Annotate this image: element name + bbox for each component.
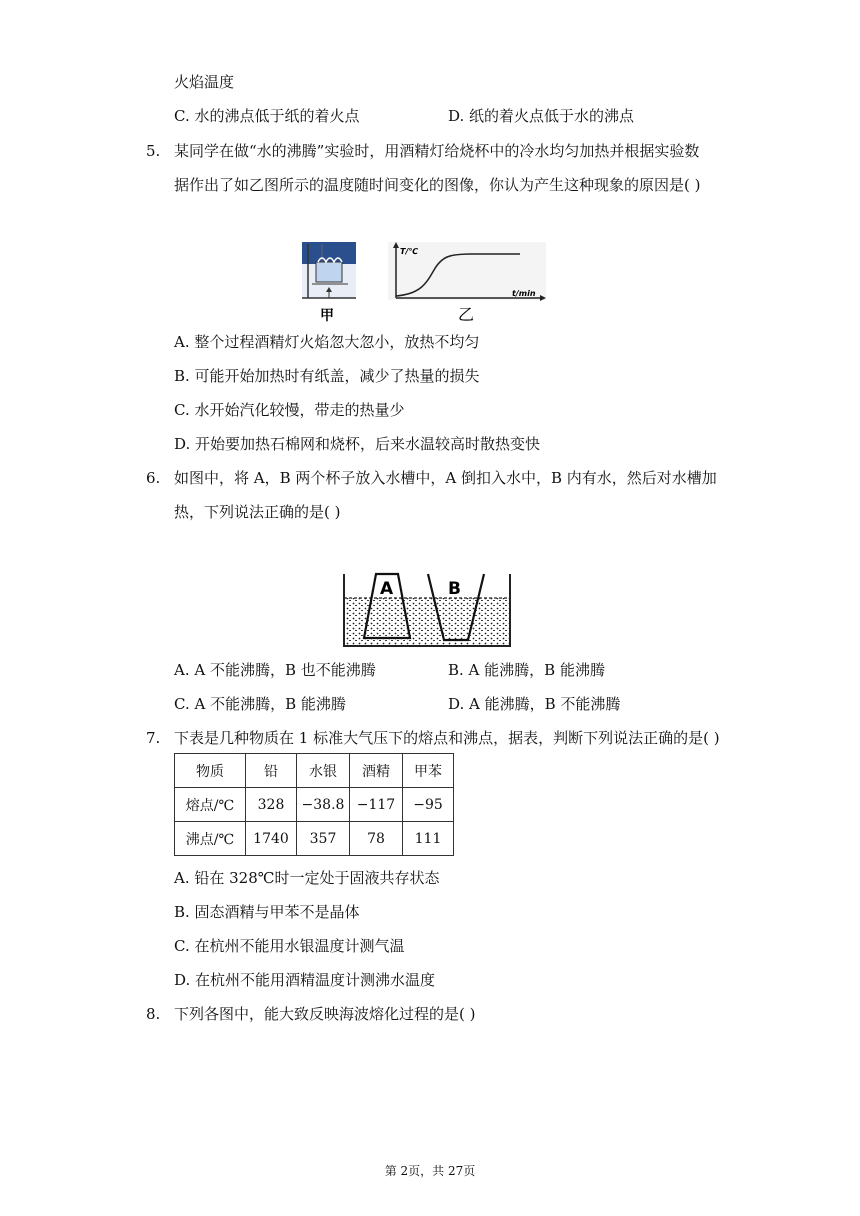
beaker-illustration xyxy=(302,242,356,298)
table-cell: 78 xyxy=(350,822,403,856)
q6-option-c: C. A 不能沸腾，B 能沸腾 xyxy=(174,695,346,713)
q4-option-d: D. 纸的着火点低于水的沸点 xyxy=(448,107,635,125)
q6-option-d: D. A 能沸腾，B 不能沸腾 xyxy=(448,695,621,713)
table-header-cell: 铅 xyxy=(246,754,297,788)
table-header-cell: 物质 xyxy=(175,754,246,788)
q6-water-tank-figure xyxy=(340,572,516,650)
table-cell: −38.8 xyxy=(297,788,350,822)
melting-boiling-table xyxy=(174,753,454,856)
q7-option-d: D. 在杭州不能用酒精温度计测沸水温度 xyxy=(174,971,436,989)
q8-text: 下列各图中，能大致反映海波熔化过程的是( ) xyxy=(174,1005,476,1023)
q5-option-a: A. 整个过程酒精灯火焰忽大忽小，放热不均匀 xyxy=(174,333,480,351)
q5-text-line2: 据作出了如乙图所示的温度随时间变化的图像，你认为产生这种现象的原因是( ) xyxy=(174,176,701,194)
graph-x-axis-label: t/min xyxy=(512,289,536,298)
table-cell: 328 xyxy=(246,788,297,822)
table-header-cell: 水银 xyxy=(297,754,350,788)
cup-a-label: A xyxy=(380,579,394,599)
figure-caption-jia: 甲 xyxy=(320,308,334,322)
table-header-row xyxy=(175,754,454,788)
q5-option-b: B. 可能开始加热时有纸盖，减少了热量的损失 xyxy=(174,367,480,385)
graph-y-axis-label: T/℃ xyxy=(400,247,419,256)
q4-option-c: C. 水的沸点低于纸的着火点 xyxy=(174,107,360,125)
figure-caption-yi: 乙 xyxy=(458,305,475,322)
table-row xyxy=(175,822,454,856)
table-cell: 1740 xyxy=(246,822,297,856)
q4-continuation: 火焰温度 xyxy=(174,73,235,91)
table-row xyxy=(175,788,454,822)
q6-text-line1: 如图中，将 A，B 两个杯子放入水槽中，A 倒扣入水中，B 内有水，然后对水槽加 xyxy=(174,469,717,487)
table-cell: 沸点/℃ xyxy=(175,822,246,856)
table-cell: 357 xyxy=(297,822,350,856)
q5-number: 5. xyxy=(146,142,161,160)
q7-option-a: A. 铅在 328℃时一定处于固液共存状态 xyxy=(174,869,440,887)
table-cell: 111 xyxy=(403,822,454,856)
q7-text: 下表是几种物质在 1 标准大气压下的熔点和沸点，据表，判断下列说法正确的是( ) xyxy=(174,729,720,747)
q7-option-c: C. 在杭州不能用水银温度计测气温 xyxy=(174,937,405,955)
q5-option-d: D. 开始要加热石棉网和烧杯，后来水温较高时散热变快 xyxy=(174,435,541,453)
cup-b-label: B xyxy=(448,579,461,599)
page-footer: 第 2页，共 27页 xyxy=(384,1164,476,1178)
q6-option-a: A. A 不能沸腾，B 也不能沸腾 xyxy=(174,661,376,679)
table-header-cell: 甲苯 xyxy=(403,754,454,788)
q6-number: 6. xyxy=(146,469,161,487)
q8-number: 8. xyxy=(146,1005,161,1023)
q5-option-c: C. 水开始汽化较慢，带走的热量少 xyxy=(174,401,405,419)
q6-text-line2: 热，下列说法正确的是( ) xyxy=(174,503,341,521)
q5-text-line1: 某同学在做“水的沸腾”实验时，用酒精灯给烧杯中的冷水均匀加热并根据实验数 xyxy=(174,142,700,160)
table-cell: 熔点/℃ xyxy=(175,788,246,822)
q5-figure xyxy=(300,240,550,322)
table-header-cell: 酒精 xyxy=(350,754,403,788)
table-cell: −117 xyxy=(350,788,403,822)
table-cell: −95 xyxy=(403,788,454,822)
q7-option-b: B. 固态酒精与甲苯不是晶体 xyxy=(174,903,360,921)
q6-option-b: B. A 能沸腾，B 能沸腾 xyxy=(448,661,605,679)
q7-number: 7. xyxy=(146,729,161,747)
